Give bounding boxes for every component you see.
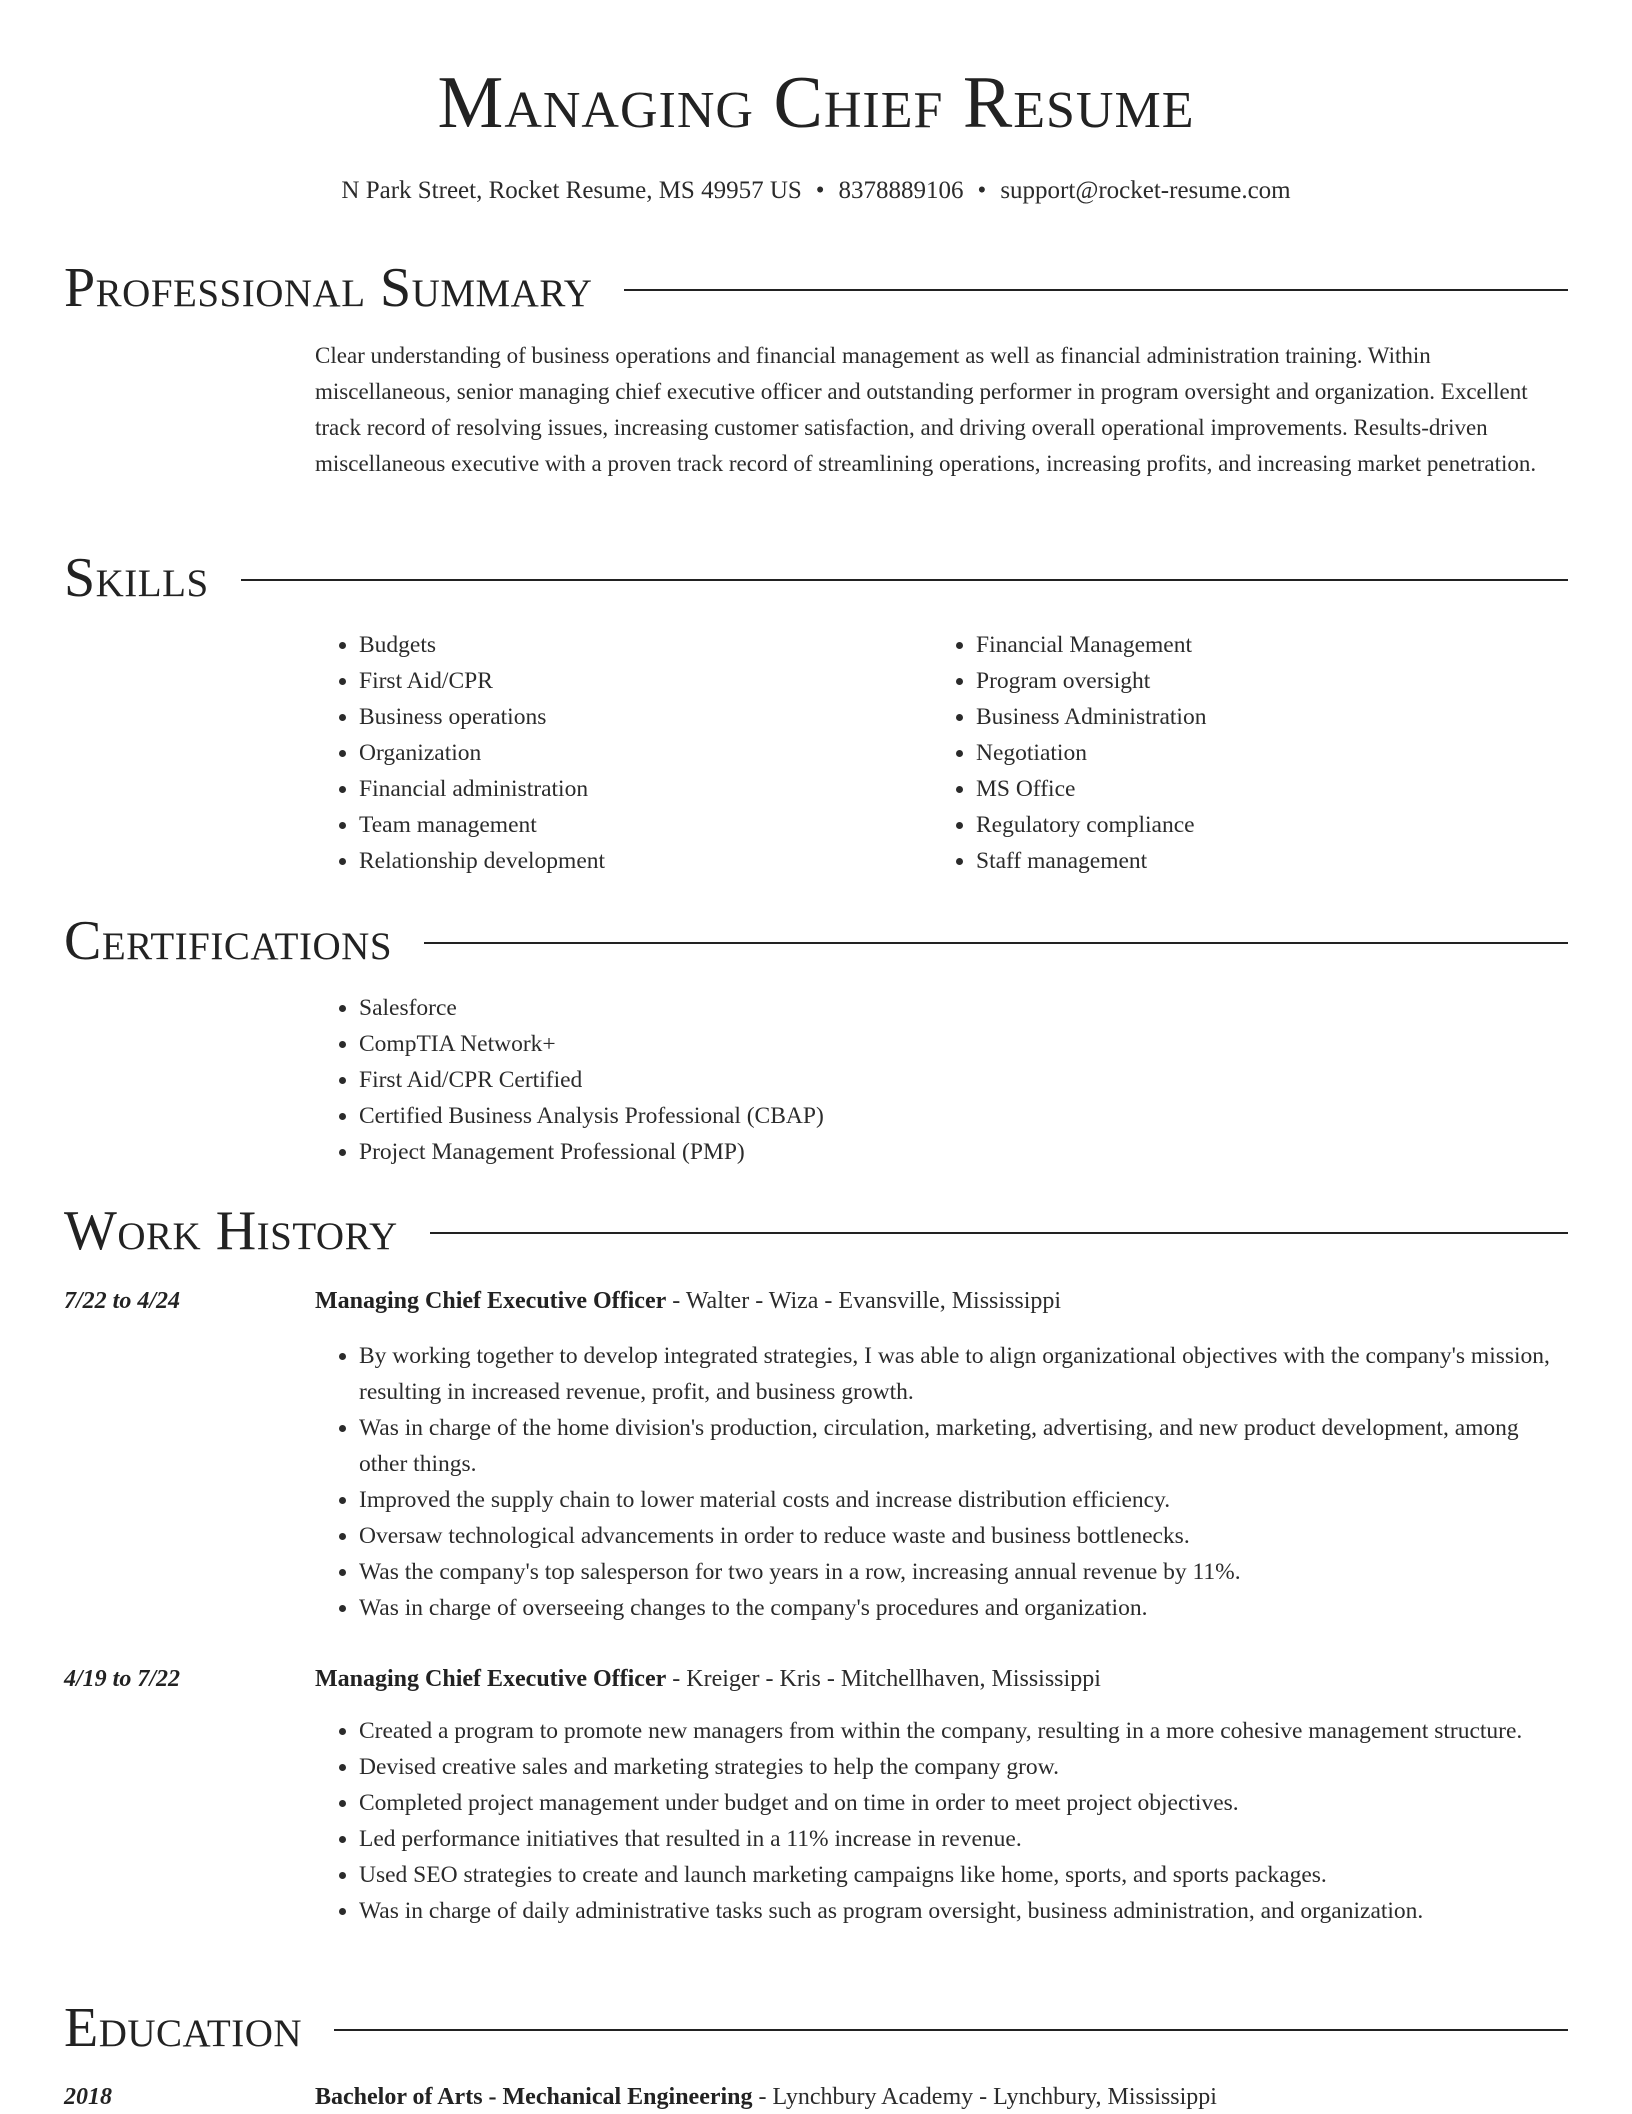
skills-column-left (315, 627, 895, 879)
section-title: Certifications (64, 910, 393, 972)
job-bullets (315, 1713, 1568, 1929)
job-company: - Walter - Wiza - Evansville, Mississippi (666, 1288, 1062, 1314)
education-year: 2018 (64, 2084, 112, 2110)
job-bullet: • Completed project management under budget and on time in order to meet project objectives. (359, 1785, 1568, 1821)
skill-item: • Negotiation (976, 735, 1532, 771)
certification-item: • Certified Business Analysis Professional (CBAP) (359, 1098, 1315, 1134)
skill-item: • Financial administration (359, 771, 895, 807)
skill-item: • Relationship development (359, 843, 895, 879)
contact-email: support@rocket-resume.com (1000, 177, 1291, 204)
summary-text: Clear understanding of business operations and financial management as well as financial administration training. Within miscellaneous, senior managing chief executive officer and outstanding performer in program oversight and organization. Excellent track record of resolving issues, increasing customer satisfaction, and driving overall operational improvements. Results-driven miscellaneous executive with a proven track record of streamlining operations, increasing profits, and increasing market penetration. (315, 343, 1537, 476)
job-bullet: • Created a program to promote new managers from within the company, resulting in a more cohesive management structure. (359, 1713, 1568, 1749)
skill-item: • First Aid/CPR (359, 663, 895, 699)
section-education-header (64, 1996, 1568, 2060)
skill-item: • Program oversight (976, 663, 1532, 699)
education-school: - Lynchbury Academy - Lynchbury, Mississippi (752, 2084, 1217, 2110)
job-bullet: • Was in charge of the home division's production, circulation, marketing, advertising, and new product development, among other things. (359, 1410, 1568, 1482)
education-degree: Bachelor of Arts - Mechanical Engineering (315, 2084, 753, 2110)
certification-item: • CompTIA Network+ (359, 1026, 1315, 1062)
job-company: - Kreiger - Kris - Mitchellhaven, Mississippi (666, 1666, 1101, 1692)
section-title: Work History (64, 1200, 398, 1262)
section-divider (334, 2029, 1568, 2031)
section-title: Skills (64, 547, 209, 609)
section-title: Professional Summary (64, 257, 593, 319)
job-title-line (315, 1662, 1568, 1696)
job-bullet: • Used SEO strategies to create and launch marketing campaigns like home, sports, and sports packages. (359, 1857, 1568, 1893)
section-work-header (64, 1199, 1568, 1263)
contact-address: N Park Street, Rocket Resume, MS 49957 US (341, 177, 802, 204)
certification-item: • First Aid/CPR Certified (359, 1062, 1315, 1098)
job-title: Managing Chief Executive Officer (315, 1666, 667, 1692)
section-divider (241, 579, 1568, 581)
job-bullet: • Devised creative sales and marketing strategies to help the company grow. (359, 1749, 1568, 1785)
job-dates: 7/22 to 4/24 (64, 1288, 181, 1314)
skills-column-right (932, 627, 1532, 879)
job-bullet: • Was in charge of daily administrative tasks such as program oversight, business administration, and organization. (359, 1893, 1568, 1929)
section-title: Education (64, 1997, 303, 2059)
certification-item: • Salesforce (359, 990, 1315, 1026)
skill-item: • MS Office (976, 771, 1532, 807)
section-divider (430, 1232, 1568, 1234)
job-bullet: • Improved the supply chain to lower material costs and increase distribution efficiency. (359, 1482, 1568, 1518)
job-title-line (315, 1284, 1568, 1318)
section-divider (624, 289, 1568, 291)
section-summary-header (64, 256, 1568, 320)
certification-item: • Project Management Professional (PMP) (359, 1134, 1315, 1170)
job-dates: 4/19 to 7/22 (64, 1666, 181, 1692)
contact-separator: • (815, 177, 825, 204)
skill-item: • Regulatory compliance (976, 807, 1532, 843)
contact-separator: • (977, 177, 987, 204)
skill-item: • Business Administration (976, 699, 1532, 735)
section-skills-header (64, 546, 1568, 610)
job-title: Managing Chief Executive Officer (315, 1288, 667, 1314)
skill-item: • Organization (359, 735, 895, 771)
skill-item: • Business operations (359, 699, 895, 735)
job-bullet: • Was in charge of overseeing changes to the company's procedures and organization. (359, 1590, 1568, 1626)
contact-phone: 8378889106 (838, 177, 964, 204)
job-bullets (315, 1338, 1568, 1626)
certifications-list (315, 990, 1315, 1170)
skill-item: • Budgets (359, 627, 895, 663)
resume-name: Managing Chief Resume (437, 62, 1195, 144)
job-bullet: • Was the company's top salesperson for two years in a row, increasing annual revenue by 11%. (359, 1554, 1568, 1590)
section-divider (424, 942, 1568, 944)
education-line (315, 2080, 1568, 2114)
job-bullet: • Oversaw technological advancements in order to reduce waste and business bottlenecks. (359, 1518, 1568, 1554)
job-bullet: • Led performance initiatives that resulted in a 11% increase in revenue. (359, 1821, 1568, 1857)
skill-item: • Financial Management (976, 627, 1532, 663)
skill-item: • Team management (359, 807, 895, 843)
section-certifications-header (64, 909, 1568, 973)
contact-line (0, 174, 1632, 208)
job-bullet: • By working together to develop integrated strategies, I was able to align organizational objectives with the company's mission, resulting in increased revenue, profit, and business growth. (359, 1338, 1568, 1410)
skill-item: • Staff management (976, 843, 1532, 879)
